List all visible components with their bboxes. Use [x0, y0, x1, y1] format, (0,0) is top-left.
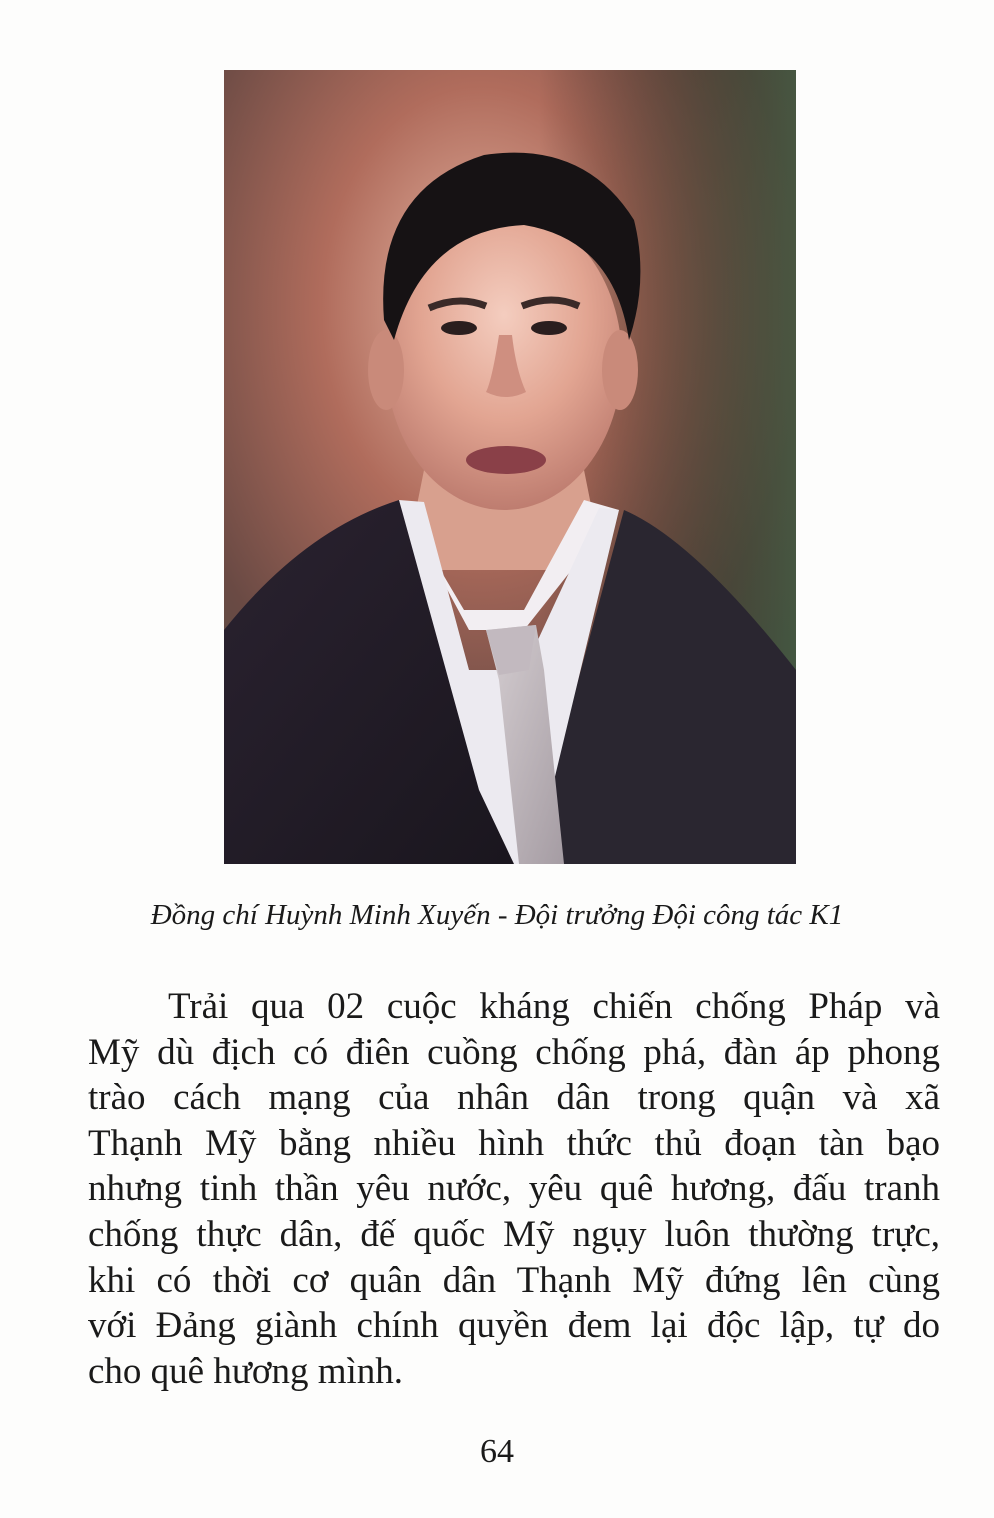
page-number: 64 [480, 1433, 514, 1470]
portrait-photo [224, 70, 796, 864]
paragraph-line: nhưng tinh thần yêu nước, yêu quê hương, đấu tranh [88, 1168, 940, 1210]
paragraph-line: Trải qua 02 cuộc kháng chiến chống Pháp và [168, 986, 940, 1027]
portrait-image [224, 70, 796, 864]
paragraph-line: khi có thời cơ quân dân Thạnh Mỹ đứng lên cùng [88, 1259, 940, 1301]
photo-caption: Đồng chí Huỳnh Minh Xuyến - Đội trưởng Đội công tác K1 [150, 899, 844, 931]
paragraph-line: với Đảng giành chính quyền đem lại độc lập, tự do [88, 1305, 940, 1347]
paragraph-line: Mỹ dù địch có điên cuồng chống phá, đàn áp phong [88, 1031, 940, 1073]
paragraph-line: cho quê hương mình. [88, 1350, 404, 1392]
paragraph-line: Thạnh Mỹ bằng nhiều hình thức thủ đoạn tàn bạo [88, 1122, 940, 1164]
paragraph-line: trào cách mạng của nhân dân trong quận và xã [88, 1077, 940, 1119]
paragraph-line: chống thực dân, đế quốc Mỹ ngụy luôn thường trực, [88, 1213, 940, 1255]
body-paragraph [88, 984, 940, 1394]
